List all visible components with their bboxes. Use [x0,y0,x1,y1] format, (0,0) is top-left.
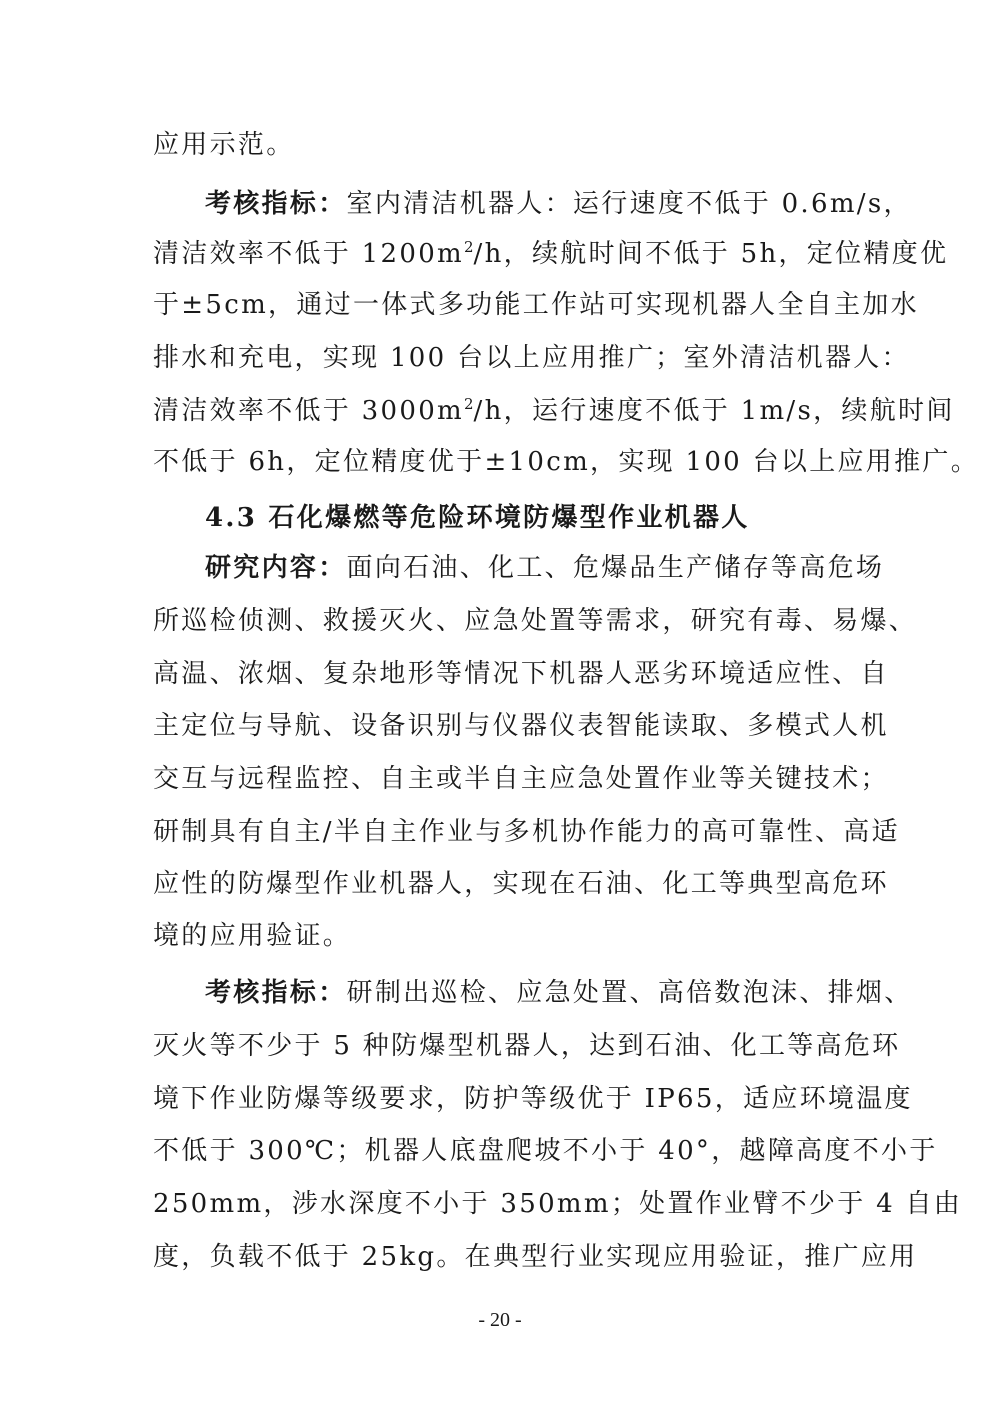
paragraph-line [153,237,949,271]
paragraph-line [205,187,912,221]
paragraph-line [153,867,889,901]
paragraph-line [153,1240,918,1274]
page-number: - 20 - [478,1309,522,1331]
text-span: 清洁效率不低于 3000m [153,396,464,426]
text-span: 高温、浓烟、复杂地形等情况下机器人恶劣环境适应性、自 [153,659,889,689]
text-span: 250mm，涉水深度不小于 350mm；处置作业臂不少于 4 自由 [153,1189,963,1219]
assessment-label: 考核指标： [205,978,347,1008]
text-span: 应用示范。 [153,130,295,160]
text-span: 交互与远程监控、自主或半自主应急处置作业等关键技术； [153,764,889,794]
text-span: 不低于 6h，定位精度优于±10cm，实现 100 台以上应用推广。 [153,447,979,477]
paragraph-line [153,815,900,849]
text-span: 室内清洁机器人：运行速度不低于 0.6m/s， [346,189,912,219]
paragraph-line [153,1029,901,1063]
paragraph-line [153,604,918,638]
paragraph-line [205,976,913,1010]
paragraph-line [153,128,853,162]
paragraph-line [153,341,910,375]
paragraph-line [153,394,955,428]
superscript: 2 [464,238,474,256]
text-span: 主定位与导航、设备识别与仪器仪表智能读取、多模式人机 [153,711,889,741]
paragraph-line [153,445,979,479]
superscript: 2 [464,395,474,413]
paragraph-line [153,919,853,953]
research-content-label: 研究内容： [205,553,347,583]
text-span: 境的应用验证。 [153,921,352,951]
paragraph-line [153,709,889,743]
paragraph-line [153,1187,963,1221]
text-span: 度，负载不低于 25kg。在典型行业实现应用验证，推广应用 [153,1242,918,1272]
text-span: /h，运行速度不低于 1m/s，续航时间 [473,396,955,426]
text-span: 清洁效率不低于 1200m [153,239,464,269]
text-span: 面向石油、化工、危爆品生产储存等高危场 [346,553,885,583]
text-span: 灭火等不少于 5 种防爆型机器人，达到石油、化工等高危环 [153,1031,901,1061]
text-span: /h，续航时间不低于 5h，定位精度优 [473,239,949,269]
section-heading: 4.3 石化爆燃等危险环境防爆型作业机器人 [205,503,750,533]
paragraph-line [153,1134,938,1168]
text-span: 于±5cm，通过一体式多功能工作站可实现机器人全自主加水 [153,290,919,320]
text-span: 所巡检侦测、救援灭火、应急处置等需求，研究有毒、易爆、 [153,606,918,636]
text-span: 应性的防爆型作业机器人，实现在石油、化工等典型高危环 [153,869,889,899]
text-span: 不低于 300℃；机器人底盘爬坡不小于 40°，越障高度不小于 [153,1136,938,1166]
text-span: 研制具有自主/半自主作业与多机协作能力的高可靠性、高适 [153,817,900,847]
paragraph-line [205,551,885,585]
paragraph-line [153,1082,913,1116]
assessment-label: 考核指标： [205,189,347,219]
paragraph-line [153,762,889,796]
paragraph-line [153,288,919,322]
text-span: 境下作业防爆等级要求，防护等级优于 IP65，适应环境温度 [153,1084,913,1114]
paragraph-line [153,657,889,691]
text-span: 排水和充电，实现 100 台以上应用推广；室外清洁机器人： [153,343,910,373]
text-span: 研制出巡检、应急处置、高倍数泡沫、排烟、 [346,978,913,1008]
